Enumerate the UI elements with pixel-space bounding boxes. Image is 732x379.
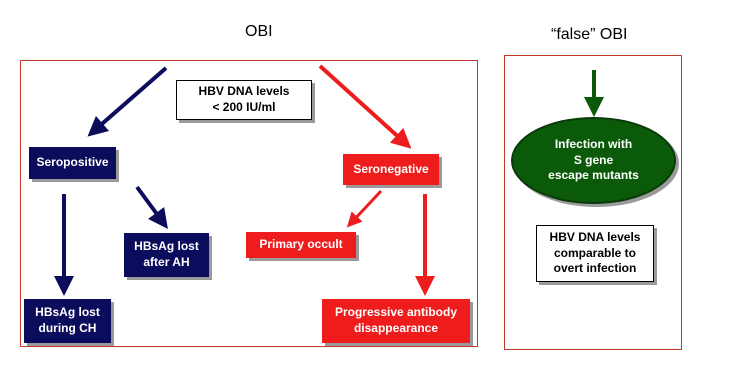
arrow-to-hbsag-lost-after-ah [137,187,162,221]
arrow-to-primary-occult [352,191,381,222]
seronegative-box: Seronegative [343,154,439,185]
obi-title: OBI [245,23,273,40]
primary-occult-box: Primary occult [246,232,356,258]
hbsag-lost-during-ch-box: HBsAg lost during CH [24,299,111,343]
infection-escape-mutants-ellipse: Infection with S gene escape mutants [511,117,676,204]
hbv-dna-levels-box: HBV DNA levels < 200 IU/ml [176,80,312,120]
arrow-to-seronegative [320,66,404,142]
arrow-to-seropositive [95,68,166,130]
hbv-dna-comparable-box: HBV DNA levels comparable to overt infection [536,225,654,282]
progressive-antibody-box: Progressive antibody disappearance [322,299,470,343]
hbsag-lost-after-ah-box: HBsAg lost after AH [124,233,209,277]
false-obi-title: “false” OBI [551,26,628,43]
seropositive-box: Seropositive [29,147,116,179]
